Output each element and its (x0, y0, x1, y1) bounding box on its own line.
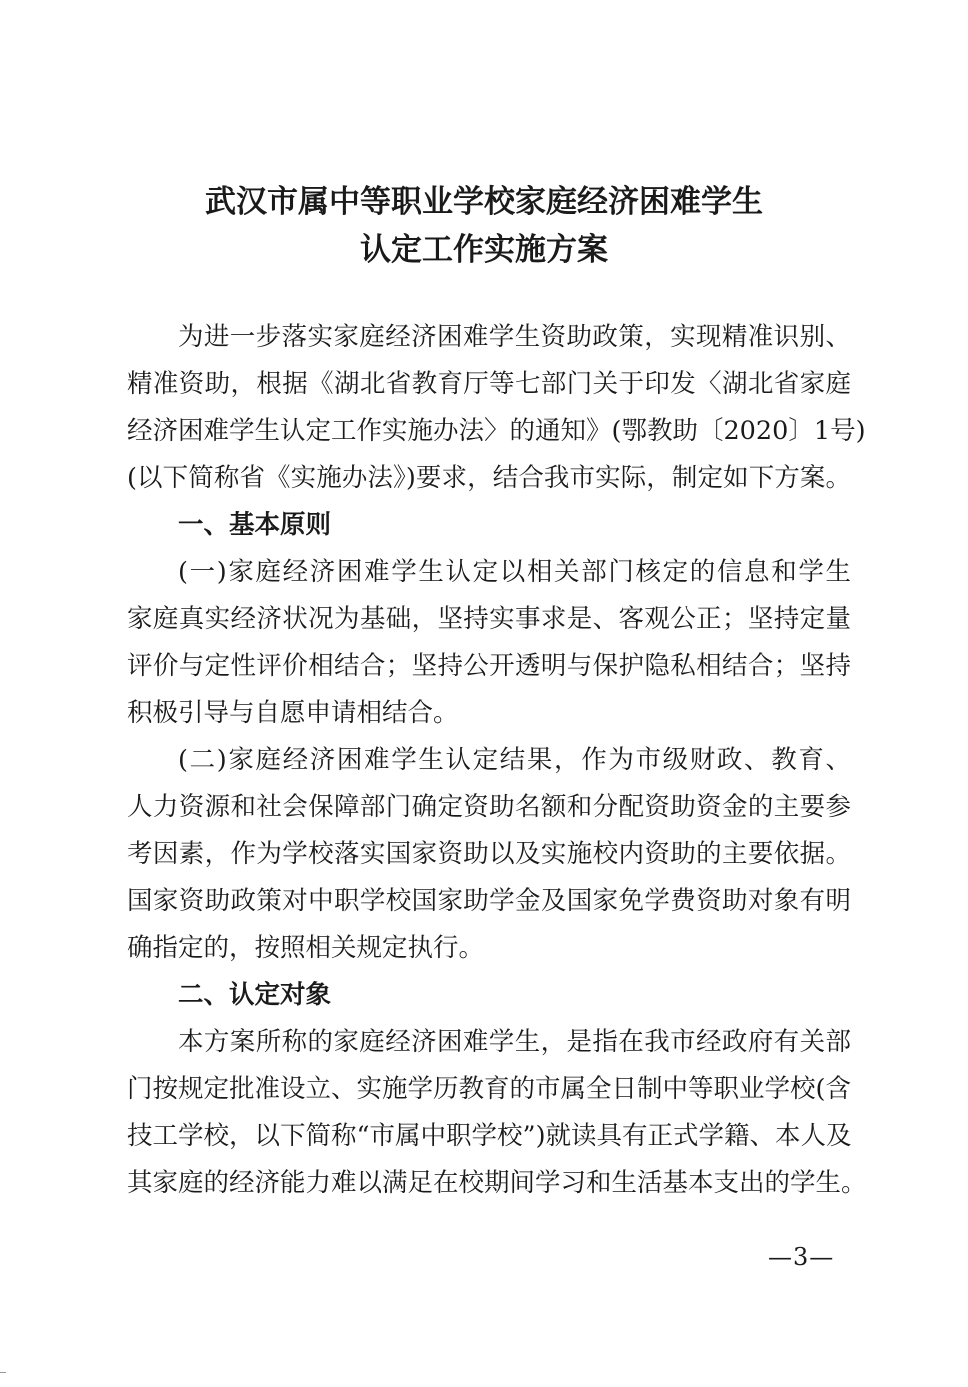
section-heading-1: 一、基本原则 (178, 510, 332, 540)
document-title-line-1: 武汉市属中等职业学校家庭经济困难学生 (205, 184, 763, 220)
section2-p1-line-2: 门按规定批准设立、实施学历教育的市属全日制中等职业学校(含 (127, 1074, 851, 1104)
section1-p2-line-2: 人力资源和社会保障部门确定资助名额和分配资助资金的主要参 (127, 792, 851, 822)
intro-line-3: 经济困难学生认定工作实施办法〉的通知》(鄂教助〔2020〕1号) (127, 416, 866, 446)
section2-p1-line-1: 本方案所称的家庭经济困难学生，是指在我市经政府有关部 (178, 1027, 851, 1057)
intro-line-1: 为进一步落实家庭经济困难学生资助政策，实现精准识别、 (178, 322, 851, 352)
intro-line-2: 精准资助，根据《湖北省教育厅等七部门关于印发〈湖北省家庭 (127, 369, 851, 399)
section1-p2-line-4: 国家资助政策对中职学校国家助学金及国家免学费资助对象有明 (127, 886, 851, 916)
section1-p2-line-3: 考因素，作为学校落实国家资助以及实施校内资助的主要依据。 (127, 839, 851, 869)
section1-p2-line-5: 确指定的，按照相关规定执行。 (127, 933, 485, 963)
section1-p1-line-4: 积极引导与自愿申请相结合。 (127, 698, 459, 728)
section2-p1-line-3: 技工学校，以下简称“市属中职学校”)就读具有正式学籍、本人及 (127, 1121, 852, 1151)
section1-p2-line-1: (二)家庭经济困难学生认定结果，作为市级财政、教育、 (178, 745, 851, 775)
section1-p1-line-1: (一)家庭经济困难学生认定以相关部门核定的信息和学生 (178, 557, 851, 587)
scan-edge-mark (0, 1372, 6, 1373)
document-title-line-2: 认定工作实施方案 (360, 232, 608, 268)
section2-p1-line-4: 其家庭的经济能力难以满足在校期间学习和生活基本支出的学生。 (127, 1168, 867, 1198)
page-number: —3— (768, 1243, 835, 1271)
section-heading-2: 二、认定对象 (178, 980, 332, 1010)
intro-line-4: (以下简称省《实施办法》)要求，结合我市实际，制定如下方案。 (127, 463, 851, 493)
section1-p1-line-2: 家庭真实经济状况为基础，坚持实事求是、客观公正；坚持定量 (127, 604, 851, 634)
section1-p1-line-3: 评价与定性评价相结合；坚持公开透明与保护隐私相结合；坚持 (127, 651, 851, 681)
